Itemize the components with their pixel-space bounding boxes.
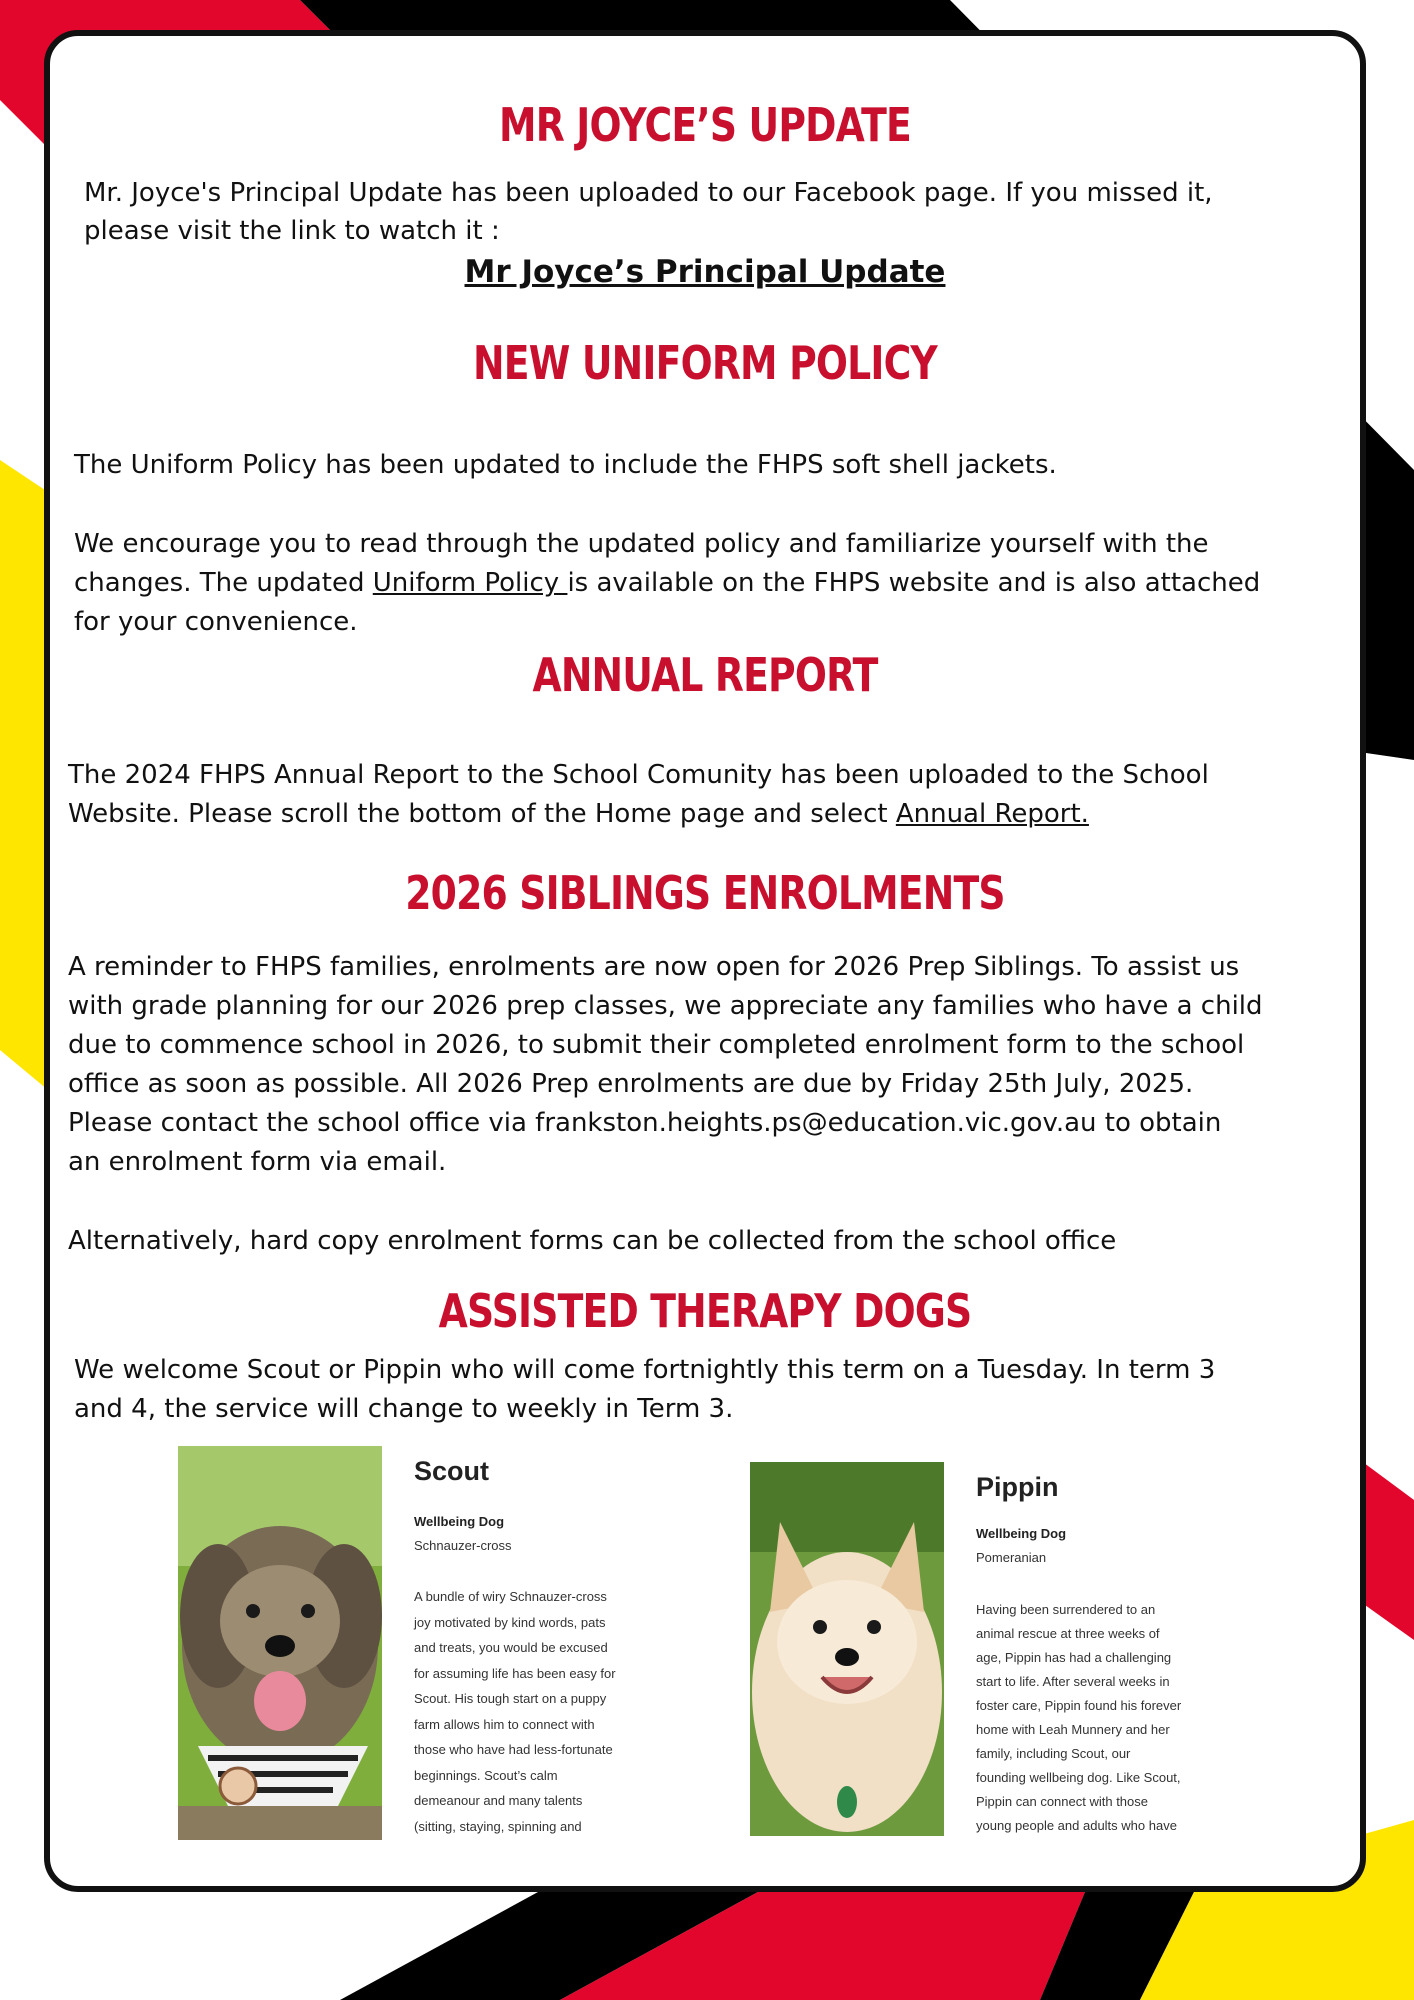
joyce-update-text-line2: please visit the link to watch it : (84, 216, 500, 246)
siblings-text-line5: Please contact the school office via frankston.heights.ps@education.vic.gov.au to obtain (68, 1108, 1222, 1138)
siblings-text-line1: A reminder to FHPS families, enrolments are now open for 2026 Prep Siblings. To assist us (68, 952, 1240, 982)
scout-photo (178, 1446, 382, 1840)
annual-report-text-line2 (68, 795, 1089, 834)
annual-report-text-before-link: Website. Please scroll the bottom of the Home page and select (68, 799, 896, 829)
siblings-enrolments-heading: 2026 SIBLINGS ENROLMENTS (405, 866, 1005, 920)
scout-bio-line: for assuming life has been easy for (414, 1665, 616, 1681)
scout-bio-line: farm allows him to connect with (414, 1716, 595, 1732)
scout-bio-line: Scout. His tough start on a puppy (414, 1691, 607, 1706)
pippin-bio-line: home with Leah Munnery and her (976, 1722, 1170, 1737)
pippin-bio-line: Having been surrendered to an (976, 1602, 1156, 1617)
pippin-bio-line: founding wellbeing dog. Like Scout, (976, 1770, 1181, 1785)
pippin-bio-line: start to life. After several weeks in (976, 1674, 1170, 1689)
scout-bio-line: those who have had less-fortunate (414, 1742, 613, 1757)
newsletter-card (44, 30, 1366, 1892)
scout-bio-line: joy motivated by kind words, pats (414, 1614, 606, 1630)
scout-bio-line: beginnings. Scout’s calm (414, 1767, 558, 1783)
siblings-alt-text: Alternatively, hard copy enrolment forms can be collected from the school office (68, 1226, 1117, 1256)
uniform-policy-text-before-link: changes. The updated (74, 568, 373, 598)
principal-update-link[interactable]: Mr Joyce’s Principal Update (464, 254, 946, 290)
scout-bio-line: A bundle of wiry Schnauzer-cross (414, 1589, 607, 1604)
scout-bio-line: (sitting, staying, spinning and (414, 1818, 582, 1834)
annual-report-link[interactable]: Annual Report. (895, 799, 1089, 829)
scout-breed: Schnauzer-cross (414, 1538, 512, 1553)
joyce-update-text-line1: Mr. Joyce's Principal Update has been uploaded to our Facebook page. If you missed it, (84, 178, 1213, 208)
pippin-role: Wellbeing Dog (976, 1526, 1067, 1541)
pippin-breed: Pomeranian (976, 1550, 1047, 1565)
scout-dog-image (178, 1446, 382, 1840)
pippin-bio-line: young people and adults who have (976, 1818, 1177, 1833)
siblings-text-line4: office as soon as possible. All 2026 Prep enrolments are due by Friday 25th July, 2025. (68, 1069, 1194, 1099)
pippin-bio (976, 1598, 1181, 1838)
pippin-dog-image (750, 1462, 944, 1836)
uniform-policy-heading: NEW UNIFORM POLICY (473, 336, 937, 390)
uniform-policy-text-after-link: is available on the FHPS website and is also attached (567, 568, 1261, 598)
scout-bio-line: demeanour and many talents (414, 1793, 583, 1808)
annual-report-heading: ANNUAL REPORT (532, 648, 878, 702)
annual-report-text-line1: The 2024 FHPS Annual Report to the School Comunity has been uploaded to the School (68, 760, 1209, 790)
pippin-bio-line: family, including Scout, our (976, 1746, 1131, 1761)
therapy-dogs-text-line1: We welcome Scout or Pippin who will come fortnightly this term on a Tuesday. In term 3 (74, 1355, 1216, 1385)
scout-name: Scout (414, 1456, 490, 1486)
pippin-photo (750, 1462, 944, 1836)
pippin-name: Pippin (976, 1472, 1059, 1502)
pippin-bio-line: foster care, Pippin found his forever (976, 1698, 1182, 1713)
scout-bio (414, 1584, 616, 1839)
uniform-policy-text-1: The Uniform Policy has been updated to include the FHPS soft shell jackets. (74, 450, 1057, 480)
pippin-bio-line: Pippin can connect with those (976, 1794, 1148, 1809)
therapy-dogs-heading: ASSISTED THERAPY DOGS (438, 1284, 972, 1338)
scout-bio-line: and treats, you would be excused (414, 1640, 608, 1655)
uniform-policy-text-2-line2 (74, 564, 1260, 603)
scout-role: Wellbeing Dog (414, 1514, 505, 1529)
uniform-policy-text-2-line1: We encourage you to read through the updated policy and familiarize yourself with the (74, 529, 1209, 559)
siblings-text-line6: an enrolment form via email. (68, 1147, 447, 1177)
joyce-update-heading: MR JOYCE’S UPDATE (499, 98, 911, 152)
siblings-text-line3: due to commence school in 2026, to submit their completed enrolment form to the school (68, 1030, 1245, 1060)
siblings-text-line2: with grade planning for our 2026 prep classes, we appreciate any families who have a child (68, 991, 1263, 1021)
pippin-bio-line: animal rescue at three weeks of (976, 1626, 1160, 1641)
therapy-dogs-text-line2: and 4, the service will change to weekly in Term 3. (74, 1394, 734, 1424)
uniform-policy-link[interactable]: Uniform Policy (372, 568, 568, 598)
uniform-policy-text-2-line3: for your convenience. (74, 607, 358, 637)
pippin-bio-line: age, Pippin has had a challenging (976, 1650, 1172, 1665)
